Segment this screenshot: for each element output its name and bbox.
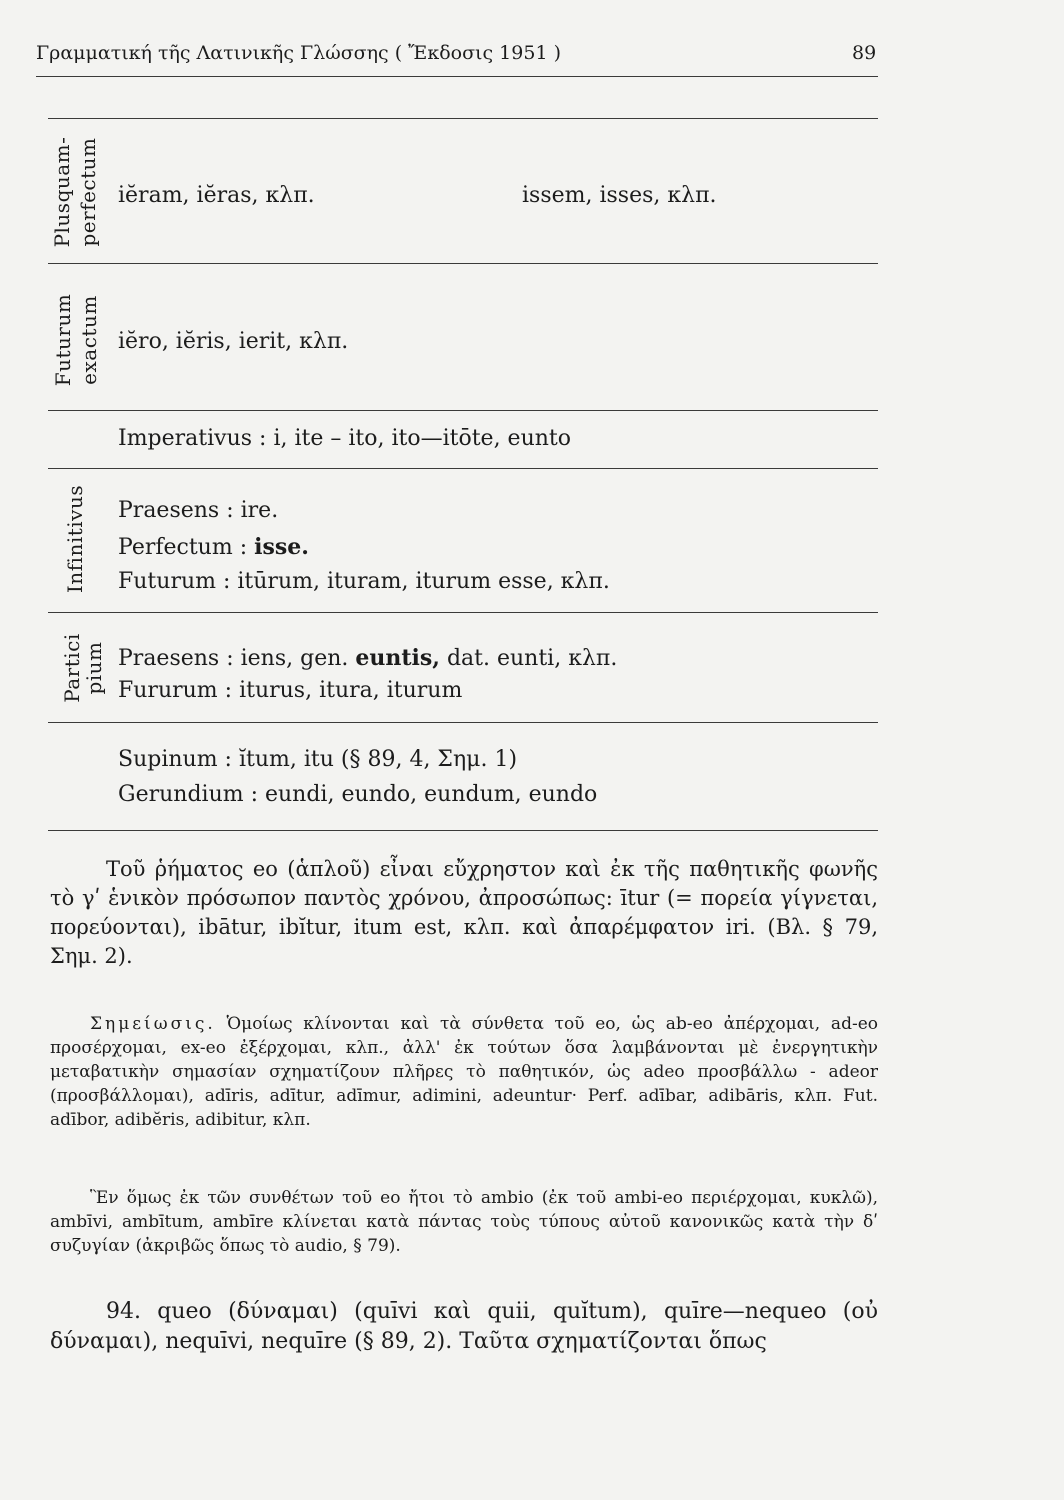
infinitivus-perfectum-label: Perfectum :: [118, 535, 255, 560]
participium-praesens: [118, 645, 617, 671]
paragraph-passive-impersonal: Τοῦ ῥήματος eo (ἁπλοῦ) εἶναι εὔχρηστον καὶ ἐκ τῆς παθητικῆς φωνῆς τὸ γʹ ἑνικὸν πρόσωπον παντὸς χρόνου, ἀπροσώπως: ītur (= πορεία γίγνεται, πορεύονται), ibātur, ibĭtur, itum est, κλπ. καὶ ἀπαρέμφατον iri. (Βλ. § 79, Σημ. 2).: [50, 857, 878, 968]
table-rule: [48, 263, 878, 264]
table-rule: [48, 612, 878, 613]
participium-praesens-label: Praesens : iens, gen.: [118, 646, 356, 671]
futurum-exactum-forms: iĕro, iĕris, ierit, κλπ.: [118, 329, 349, 354]
plusquamperfectum-indicative: iĕram, iĕras, κλπ.: [118, 183, 315, 208]
gerundium-forms: Gerundium : eundi, eundo, eundum, eundo: [118, 782, 598, 807]
imperativus-forms: Imperativus : i, ite – ito, ito—itōte, eunto: [118, 426, 571, 451]
header-rule: [36, 76, 878, 77]
note-block: [50, 1012, 878, 1132]
row-label-infinitivus: Infinitivus: [63, 484, 87, 594]
infinitivus-futurum: Futurum : itūrum, ituram, iturum esse, κλπ.: [118, 569, 610, 594]
table-rule: [48, 410, 878, 411]
row-label-futurum-exactum-2: exactum: [77, 295, 101, 385]
section-94-text: queo (δύναμαι) (quīvi καὶ quii, quĭtum), quīre—nequeo (οὐ δύναμαι), nequīvi, nequīre (§ 89, 2). Ταῦτα σχηματίζονται ὅπως: [50, 1299, 878, 1354]
table-top-rule: [48, 118, 878, 119]
row-label-participium-1: Partici: [60, 633, 84, 703]
infinitivus-praesens: Praesens : ire.: [118, 498, 279, 523]
plusquamperfectum-subjunctive: issem, isses, κλπ.: [522, 183, 717, 208]
note-text: Ὁμοίως κλίνονται καὶ τὰ σύνθετα τοῦ eo, ὡς ab-eo ἀπέρχομαι, ad-eo προσέρχομαι, ex-eo ἐξέρχομαι, κλπ., ἀλλ' ἐκ τούτων ὅσα λαμβάνονται μὲ ἐνεργητικὴν μεταβατικὴν σημασίαν σχηματίζουν πλῆρες τὸ παθητικόν, ὡς adeo προσβάλλω - adeor (προσβάλλομαι), adīris, adītur, adīmur, adimini, adeuntur· Perf. adībar, adibāris, κλπ. Fut. adībor, adibĕris, adibitur, κλπ.: [50, 1014, 878, 1130]
participium-futurum: Fururum : iturus, itura, iturum: [118, 678, 463, 703]
table-rule: [48, 468, 878, 469]
row-label-plusquamperfectum-1: Plusquam-: [50, 136, 74, 248]
page-number: 89: [852, 42, 877, 64]
row-label-plusquamperfectum-2: perfectum: [76, 137, 100, 247]
participium-praesens-dative: dat. eunti, κλπ.: [439, 646, 618, 671]
infinitivus-perfectum-form: isse.: [254, 534, 309, 560]
note-label: Σημείωσις.: [90, 1014, 216, 1034]
supinum-forms: Supinum : ĭtum, itu (§ 89, 4, Σημ. 1): [118, 747, 518, 772]
table-bottom-rule: [48, 830, 878, 831]
section-94: [50, 1297, 878, 1357]
note-ambio: Ἓν ὅμως ἐκ τῶν συνθέτων τοῦ eo ἤτοι τὸ ambio (ἐκ τοῦ ambi-eo περιέρχομαι, κυκλῶ), ambīvi, ambītum, ambīre κλίνεται κατὰ πάντας τοὺς τύπους αὐτοῦ κανονικῶς κατὰ τὴν δʹ συζυγίαν (ἀκριβῶς ὅπως τὸ audio, § 79).: [50, 1188, 878, 1256]
participium-praesens-genitive: euntis,: [355, 645, 440, 671]
row-label-participium-2: pium: [82, 641, 106, 695]
infinitivus-perfectum: [118, 534, 309, 560]
running-header-title: Γραμματική τῆς Λατινικῆς Γλώσσης ( Ἔκδοσις 1951 ): [36, 42, 561, 64]
table-rule: [48, 722, 878, 723]
row-label-futurum-exactum-1: Futurum: [51, 293, 75, 387]
section-number: 94.: [106, 1299, 141, 1324]
